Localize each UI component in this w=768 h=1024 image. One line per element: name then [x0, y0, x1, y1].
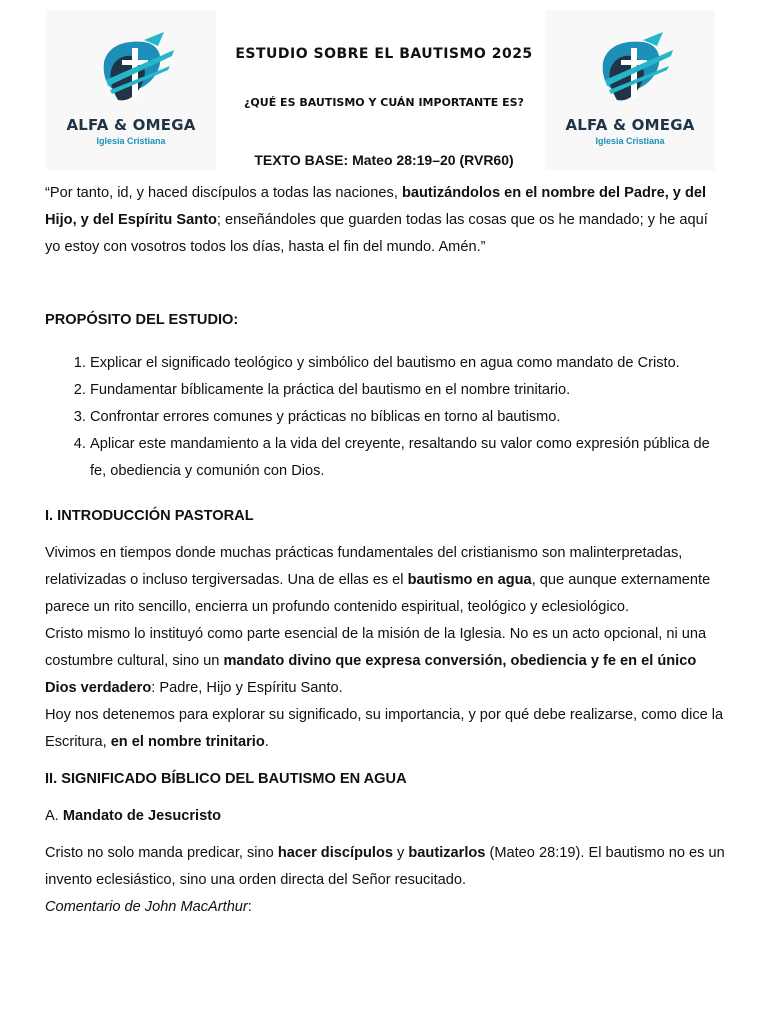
intro-text: Vivimos en tiempos donde muchas prácticas fundamentales del cristianismo son malinterpretadas, relativizadas o incluso tergiversadas. Una de ellas es el [45, 545, 683, 588]
section2-text: Cristo no solo manda predicar, sino [45, 845, 278, 861]
section2-subheading [45, 803, 725, 830]
document-subtitle: ¿QUÉ ES BAUTISMO Y CUÁN IMPORTANTE ES? [244, 96, 524, 109]
intro-text: Hoy nos detenemos para explorar su significado, su importancia, y por qué debe realizarse, como dice la Escritura, [45, 707, 724, 750]
section2-text: (Mateo 28:19). El bautismo no es un invento eclesiástico, sino una orden directa del Señor resucitado. [45, 845, 725, 888]
intro-text: Cristo mismo lo instituyó como parte esencial de la misión de la Iglesia. No es un acto opcional, ni una costumbre cultural, sino un [45, 626, 707, 669]
section2-emphasis: bautizarlos [408, 845, 486, 861]
intro-heading: I. INTRODUCCIÓN PASTORAL [45, 508, 254, 524]
intro-paragraph-1 [45, 540, 725, 621]
intro-text: : Padre, Hijo y Espíritu Santo. [151, 680, 343, 696]
document-title: ESTUDIO SOBRE EL BAUTISMO 2025 [235, 46, 533, 62]
purpose-heading: PROPÓSITO DEL ESTUDIO: [45, 312, 239, 328]
section2-emphasis: hacer discípulos [277, 845, 393, 861]
subheading-title: Mandato de Jesucristo [62, 808, 221, 824]
intro-paragraph-2 [45, 621, 725, 702]
logo-name: ALFA & OMEGA [66, 116, 196, 134]
document-body [45, 180, 725, 921]
section2-heading: II. SIGNIFICADO BÍBLICO DEL BAUTISMO EN AGUA [45, 771, 407, 787]
base-text-reference: TEXTO BASE: Mateo 28:19–20 (RVR60) [254, 152, 514, 168]
intro-emphasis: mandato divino que expresa conversión, obediencia y fe en el único Dios verdadero [45, 653, 697, 696]
commentary-line [45, 894, 725, 921]
list-item: 1. Explicar el significado teológico y simbólico del bautismo en agua como mandato de Cristo. [90, 350, 725, 377]
church-logo-left [46, 10, 216, 170]
subheading-prefix: A. [45, 808, 63, 824]
quote-text: “Por tanto, id, y haced discípulos a todas las naciones, [45, 185, 402, 201]
intro-text: , que aunque externamente parece un rito sencillo, encierra un profundo contenido espiritual, teológico y eclesiológico. [45, 572, 711, 615]
list-item: 4. Aplicar este mandamiento a la vida del creyente, resaltando su valor como expresión pública de fe, obediencia y comunión con Dios. [90, 431, 725, 485]
section2-text: y [392, 845, 409, 861]
logo-tagline: Iglesia Cristiana [595, 136, 665, 146]
cross-dove-icon [545, 10, 715, 120]
list-item: 3. Confrontar errores comunes y prácticas no bíblicas en torno al bautismo. [90, 404, 725, 431]
quote-emphasis: bautizándolos en el nombre del Padre, y del Hijo, y del Espíritu Santo [45, 185, 707, 228]
logo-name: ALFA & OMEGA [565, 116, 695, 134]
purpose-list [45, 350, 725, 485]
quote-text-end: ; enseñándoles que guarden todas las cosas que os he mandado; y he aquí yo estoy con vosotros todos los días, hasta el fin del mundo. Amén.” [45, 212, 708, 255]
intro-paragraph-3 [45, 702, 725, 756]
scripture-quote [45, 180, 725, 261]
logo-tagline: Iglesia Cristiana [96, 136, 166, 146]
cross-dove-icon [46, 10, 216, 120]
church-logo-right [545, 10, 715, 170]
intro-emphasis: bautismo en agua [407, 572, 532, 588]
list-item: 2. Fundamentar bíblicamente la práctica del bautismo en el nombre trinitario. [90, 377, 725, 404]
commentary-label: Comentario de John MacArthur [45, 899, 248, 915]
section2-paragraph [45, 840, 725, 894]
commentary-colon: : [247, 899, 252, 915]
intro-text: . [264, 734, 269, 750]
intro-emphasis: en el nombre trinitario [110, 734, 265, 750]
